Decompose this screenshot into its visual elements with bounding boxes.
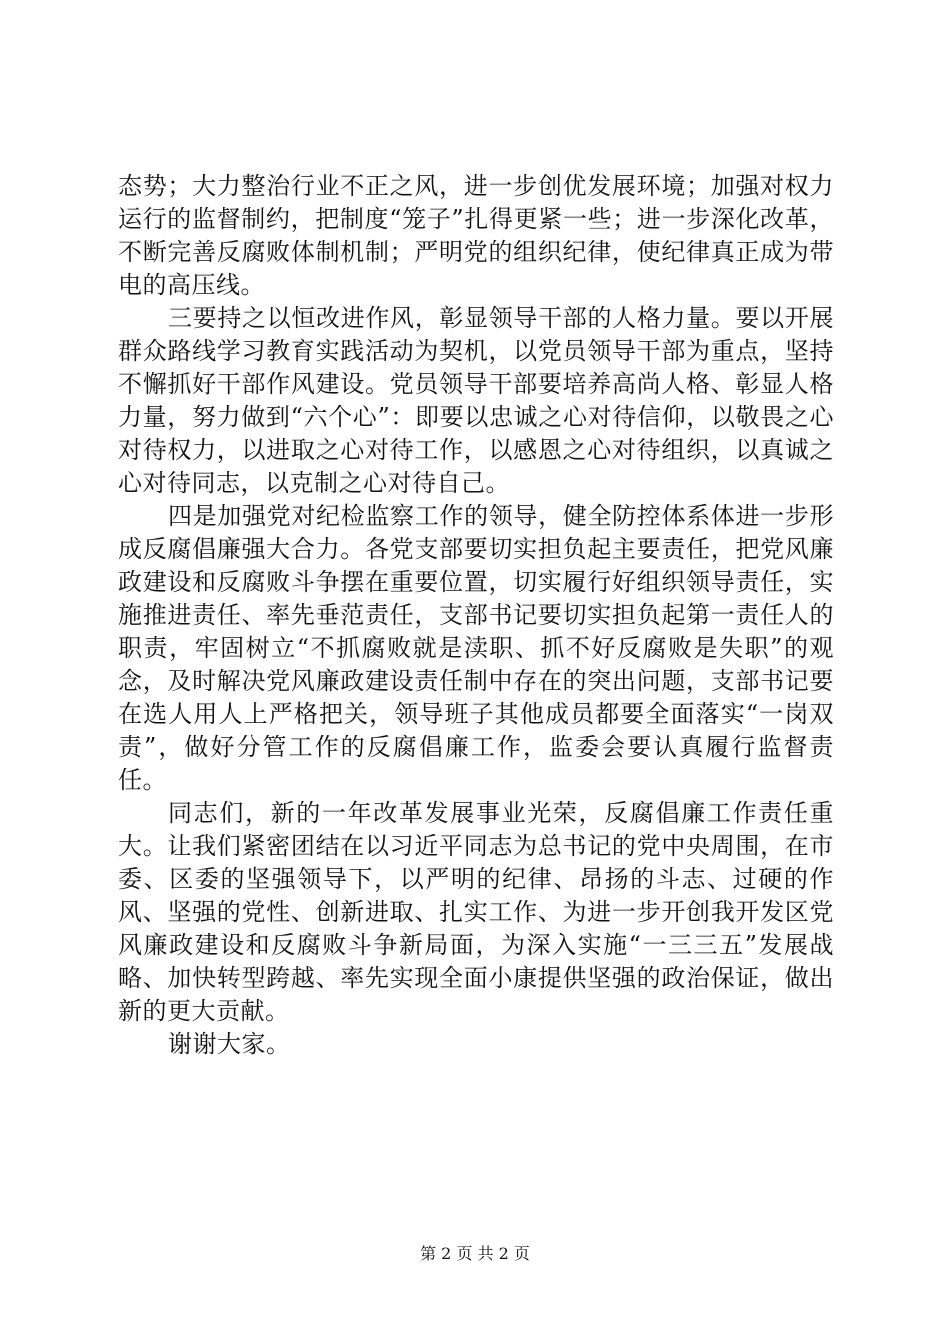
page-number-footer: 第 2 页 共 2 页 bbox=[420, 1244, 530, 1263]
paragraph-thanks: 谢谢大家。 bbox=[168, 1030, 291, 1058]
paragraph-continuation: 态势；大力整治行业不正之风，进一步创优发展环境；加强对权力运行的监督制约，把制度“笼子”扎得更紧一些；进一步深化改革，不断完善反腐败体制机制；严明党的组织纪律，使纪律真正成为带电的高压线。 bbox=[118, 172, 834, 299]
paragraph-point-three: 三要持之以恒改进作风，彰显领导干部的人格力量。要以开展群众路线学习教育实践活动为契机，以党员领导干部为重点，坚持不懈抓好干部作风建设。党员领导干部要培养高尚人格、彰显人格力量，努力做到“六个心”：即要以忠诚之心对待信仰，以敬畏之心对待权力，以进取之心对待工作，以感恩之心对待组织，以真诚之心对待同志，以克制之心对待自己。 bbox=[118, 304, 834, 497]
document-body bbox=[118, 170, 834, 1061]
paragraph-closing-remarks: 同志们，新的一年改革发展事业光荣，反腐倡廉工作责任重大。让我们紧密团结在以习近平同志为总书记的党中央周围，在市委、区委的坚强领导下，以严明的纪律、昂扬的斗志、过硬的作风、坚强的党性、创新进取、扎实工作、为进一步开创我开发区党风廉政建设和反腐败斗争新局面，为深入实施“一三三五”发展战略、加快转型跨越、率先实现全面小康提供坚强的政治保证，做出新的更大贡献。 bbox=[118, 799, 834, 1025]
paragraph-point-four: 四是加强党对纪检监察工作的领导，健全防控体系体进一步形成反腐倡廉强大合力。各党支部要切实担负起主要责任，把党风廉政建设和反腐败斗争摆在重要位置，切实履行好组织领导责任，实施推进责任、率先垂范责任，支部书记要切实担负起第一责任人的职责，牢固树立“不抓腐败就是渎职、抓不好反腐败是失职”的观念，及时解决党风廉政建设责任制中存在的突出问题，支部书记要在选人用人上严格把关，领导班子其他成员都要全面落实“一岗双责”，做好分管工作的反腐倡廉工作，监委会要认真履行监督责任。 bbox=[118, 502, 834, 794]
